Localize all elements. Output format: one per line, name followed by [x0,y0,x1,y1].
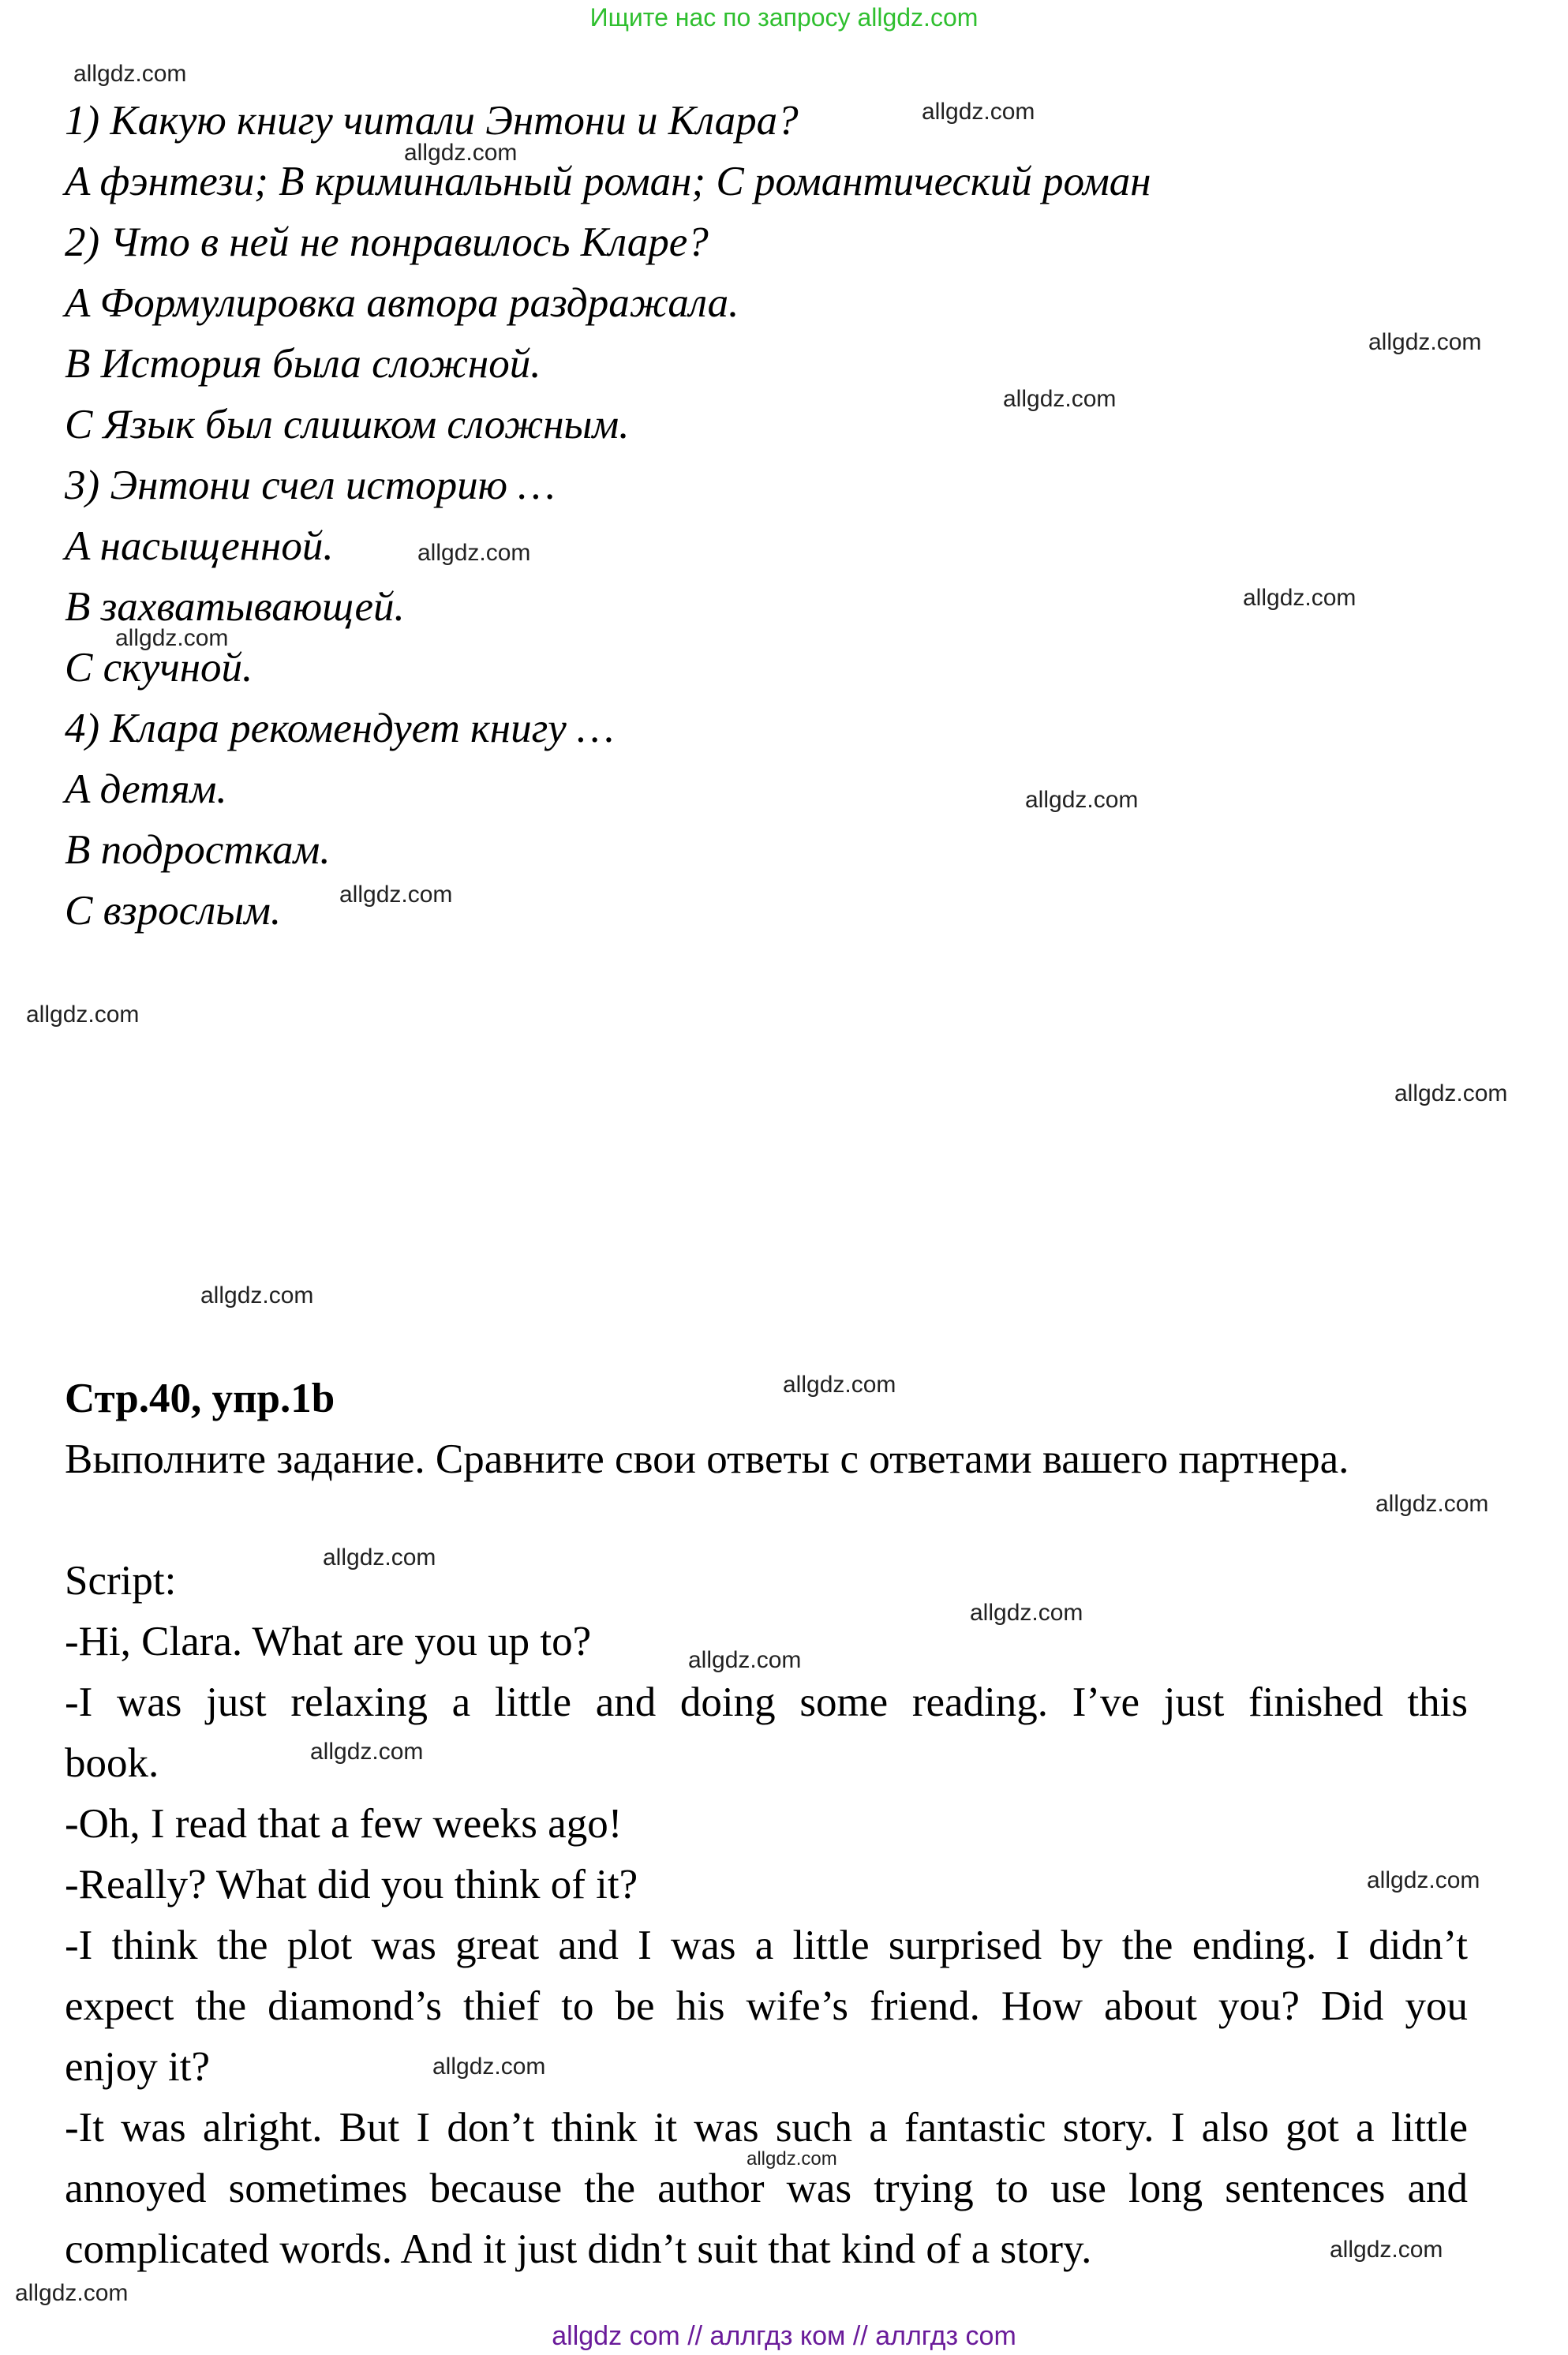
watermark: allgdz.com [15,2280,129,2306]
exercise-heading: Стр.40, упр.1b [65,1376,335,1421]
watermark: allgdz.com [1368,329,1482,355]
question-3-option-a: A насыщенной. [65,523,334,569]
question-1-options: A фэнтези; B криминальный роман; C романтический роман [65,159,1151,204]
question-4: 4) Клара рекомендует книгу … [65,706,615,751]
question-2-option-b: B История была сложной. [65,341,541,387]
watermark: allgdz.com [747,2148,837,2170]
question-2-option-a: A Формулировка автора раздражала. [65,280,739,326]
question-2-option-c: C Язык был слишком сложным. [65,402,630,447]
watermark: allgdz.com [417,540,531,566]
watermark: allgdz.com [1394,1080,1508,1106]
watermark: allgdz.com [922,99,1035,125]
watermark: allgdz.com [404,140,518,166]
watermark: allgdz.com [339,882,453,908]
watermark: allgdz.com [1243,585,1357,611]
watermark: allgdz.com [26,1002,140,1028]
question-3-option-c: C скучной. [65,645,253,691]
watermark: allgdz.com [688,1647,802,1673]
watermark: allgdz.com [200,1282,314,1309]
script-line: -Really? What did you think of it? [65,1862,638,1908]
top-banner: Ищите нас по запросу allgdz.com [589,3,979,32]
question-2: 2) Что в ней не понравилось Кларе? [65,219,709,265]
question-4-option-c: C взрослым. [65,888,282,934]
watermark: allgdz.com [1367,1867,1480,1893]
question-3-option-b: B захватывающей. [65,584,405,630]
script-line: -Hi, Clara. What are you up to? [65,1619,592,1664]
watermark: allgdz.com [783,1372,896,1398]
script-line: -I think the plot was great and I was a little surprised by the ending. I didn’t [65,1923,1468,1968]
watermark: allgdz.com [1003,386,1117,412]
script-line: expect the diamond’s thief to be his wife’s friend. How about you? Did you [65,1983,1468,2029]
script-line: annoyed sometimes because the author was trying to use long sentences and [65,2166,1468,2211]
script-line: complicated words. And it just didn’t suit that kind of a story. [65,2226,1092,2272]
script-line: -Oh, I read that a few weeks ago! [65,1801,623,1847]
watermark: allgdz.com [323,1544,436,1571]
watermark: allgdz.com [1025,787,1139,813]
watermark: allgdz.com [1375,1491,1489,1517]
watermark: allgdz.com [310,1739,424,1765]
script-line: book. [65,1740,159,1786]
watermark: allgdz.com [970,1600,1083,1626]
question-3: 3) Энтони счел историю … [65,462,556,508]
watermark: allgdz.com [73,61,187,87]
question-4-option-a: A детям. [65,766,227,812]
script-label: Script: [65,1558,177,1604]
footer: allgdz com // аллгдз ком // аллгдз com [552,2321,1016,2351]
question-4-option-b: B подросткам. [65,827,331,873]
watermark: allgdz.com [432,2054,546,2080]
exercise-instruction: Выполните задание. Сравните свои ответы с ответами вашего партнера. [65,1436,1349,1482]
watermark: allgdz.com [1330,2237,1443,2263]
script-line: enjoy it? [65,2044,210,2090]
script-line: -It was alright. But I don’t think it was such a fantastic story. I also got a little [65,2105,1468,2151]
script-line: -I was just relaxing a little and doing some reading. I’ve just finished this [65,1679,1468,1725]
question-1: 1) Какую книгу читали Энтони и Клара? [65,98,799,144]
watermark: allgdz.com [115,625,229,651]
